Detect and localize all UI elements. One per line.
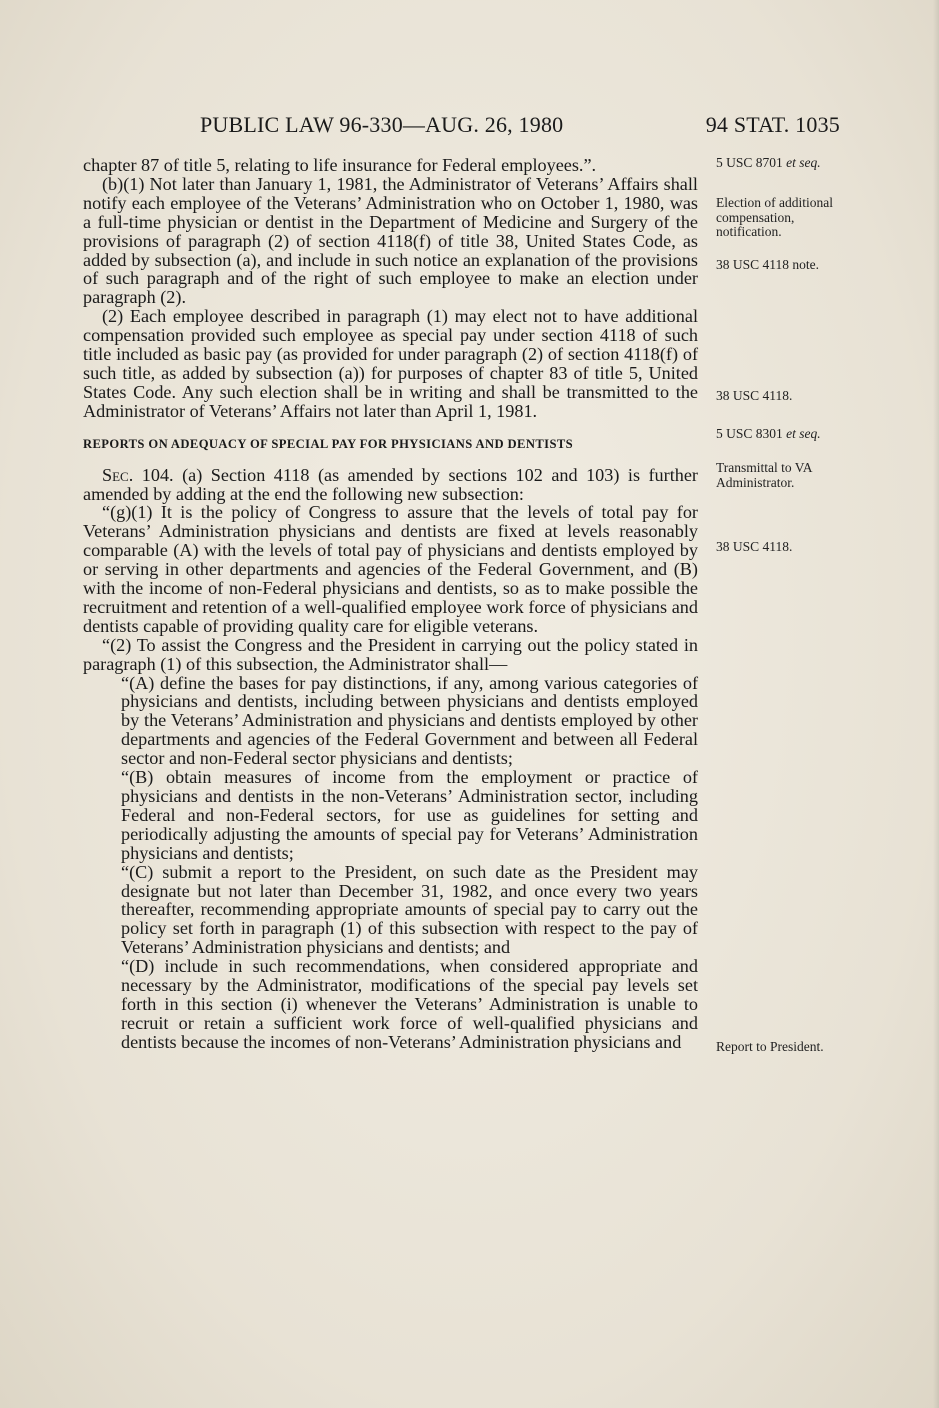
clause-a: “(A) define the bases for pay distinctions, if any, among various categories of physicians and dentists, including between physicians and dentists employed by the Veterans’ Administration and physicians and dentists employed by other departments and agencies of the Federal Government and between all Federal sector and non-Federal sector physicians and dentists; <box>121 672 698 769</box>
margin-note-38usc4118-a: 38 USC 4118. <box>716 388 793 403</box>
paragraph-b2: (2) Each employee described in paragraph (1) may elect not to have additional compensation provided such employee as special pay under section 4118 of such title included as basic pay (as provided for under paragraph (2) of section 4118(f) of such title, as added by subsection (a)) for purposes of chapter 83 of title 5, United States Code. Any such election shall be in writing and shall be transmitted to the Administrator of Veterans’ Affairs not later than April 1, 1981. <box>83 306 698 421</box>
body-text <box>83 156 698 1052</box>
clause-b: “(B) obtain measures of income from the employment or practice of physicians and dentists in the non-Veterans’ Administration sector, including Federal and non-Federal sectors, for use as guidelines for setting and periodically adjusting the amounts of special pay for Veterans’ Administration physicians and dentists; <box>121 767 698 863</box>
margin-note-report: Report to President. <box>716 1039 824 1054</box>
margin-note-transmittal: Transmittal to VA Administrator. <box>716 460 812 490</box>
sec-104-text: 104. (a) Section 4118 (as amended by sections 102 and 103) is further amended by adding at the end the following new subsection: <box>83 464 698 504</box>
margin-note-5usc8301: 5 USC 8301 et seq. <box>716 426 821 441</box>
clause-d: “(D) include in such recommendations, when considered appropriate and necessary by the Administrator, modifications of the special pay levels set forth in this section (i) whenever the Veterans’ Administration is unable to recruit or retain a sufficient work force of well-qualified physicians and dentists because the incomes of non-Veterans’ Administration physicians and <box>121 956 698 1052</box>
paragraph-sec-104 <box>83 466 698 504</box>
paragraph-g1: “(g)(1) It is the policy of Congress to assure that the levels of total pay for Veterans’ Administration physicians and dentists are fixed at levels reasonably comparable (A) with the levels of total pay of physicians and dentists employed by or serving in other departments and agencies of the Federal Government, and (B) with the income of non-Federal physicians and dentists, so as to make possible the recruitment and retention of a well-qualified employee work force of physicians and dentists capable of providing quality care for eligible veterans. <box>83 502 698 636</box>
margin-note-election: Election of additional compensation, notification. <box>716 195 833 239</box>
paragraph-continuation: chapter 87 of title 5, relating to life insurance for Federal employees.”. <box>83 155 597 175</box>
sec-label: Sec. <box>102 464 134 485</box>
section-heading: REPORTS ON ADEQUACY OF SPECIAL PAY FOR PHYSICIANS AND DENTISTS <box>83 436 574 451</box>
margin-note-5usc8701: 5 USC 8701 et seq. <box>716 155 821 170</box>
margin-note-38usc4118-note: 38 USC 4118 note. <box>716 257 820 272</box>
paragraph-g2: “(2) To assist the Congress and the President in carrying out the policy stated in paragraph (1) of this subsection, the Administrator shall— <box>83 634 698 674</box>
margin-note-38usc4118-b: 38 USC 4118. <box>716 539 793 554</box>
paragraph-b1: (b)(1) Not later than January 1, 1981, the Administrator of Veterans’ Affairs shall notify each employee of the Veterans’ Administration who on October 1, 1980, was a full-time physician or dentist in the Department of Medicine and Surgery of the provisions of paragraph (2) of section 4118(f) of title 38, United States Code, as added by subsection (a), and include in such notice an explanation of the provisions of such paragraph and of the right of such employee to make an election under paragraph (2). <box>83 173 698 308</box>
clause-c: “(C) submit a report to the President, on such date as the President may designate but not later than December 31, 1982, and once every two years thereafter, recommending appropriate amounts of special pay to carry out the policy set forth in paragraph (1) of this subsection with respect to the pay of Veterans’ Administration physicians and dentists; and <box>121 861 698 958</box>
statute-page-number: 94 STAT. 1035 <box>705 112 840 137</box>
scan-edge-shadow <box>933 0 939 1408</box>
law-citation: PUBLIC LAW 96-330—AUG. 26, 1980 <box>200 112 564 137</box>
